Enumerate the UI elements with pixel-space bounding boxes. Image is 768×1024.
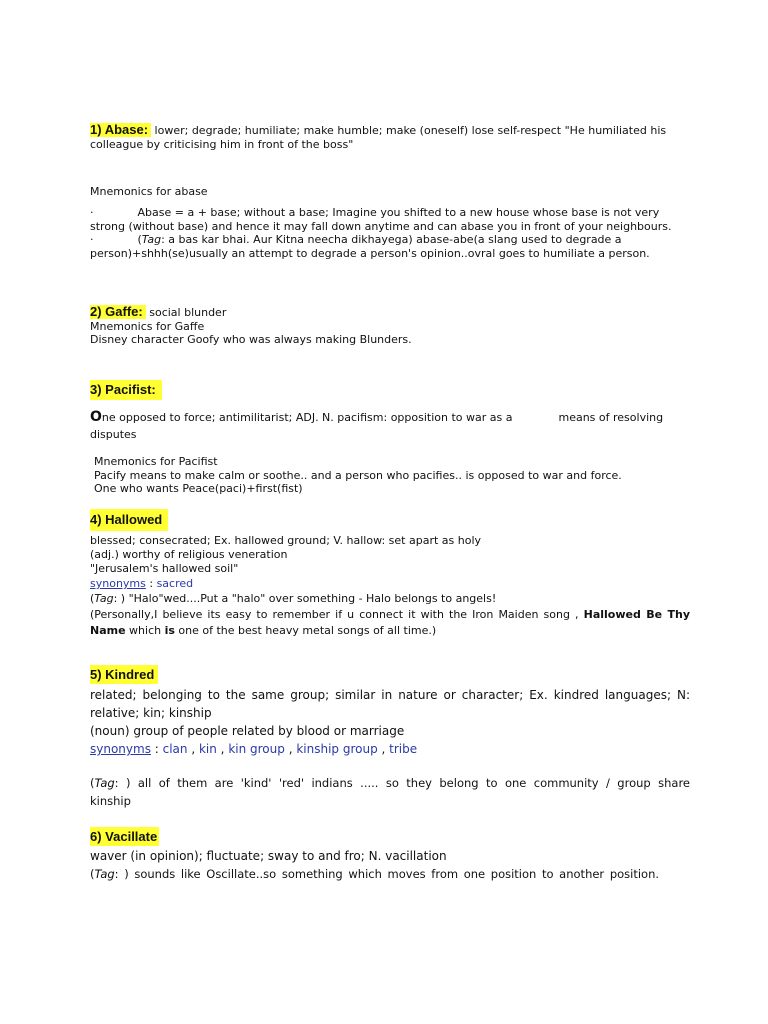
mnemonic-text: : ) sounds like Oscillate..so something which moves from one position to another position. <box>114 867 660 881</box>
song-title: Hallowed Be Thy Name <box>90 608 691 637</box>
definition-kindred <box>90 686 690 810</box>
entry-abase <box>90 123 690 151</box>
synonyms-link[interactable]: synonyms <box>90 577 146 590</box>
separator: , <box>187 742 199 756</box>
synonym-link-tribe[interactable]: tribe <box>389 742 418 756</box>
tag-label: Tag <box>94 776 115 790</box>
mnemonic-text: : ) "Halo"wed....Put a "halo" over something - Halo belongs to angels! <box>113 592 497 605</box>
mnemonics-title: Mnemonics for abase <box>90 185 208 198</box>
synonym-link-kin[interactable]: kin <box>198 742 217 756</box>
mnemonics-title: Mnemonics for Gaffe <box>90 319 205 333</box>
separator: : <box>150 742 163 756</box>
definition-pacifist <box>90 411 690 441</box>
heading-vacillate: 6) Vacillate <box>90 829 158 844</box>
drop-letter: O <box>90 409 102 425</box>
mnemonic-text: : a bas kar bhai. Aur Kitna neecha dikhayega) abase-abe(a slang used to degrade a person)+shhh(se)usually an attempt to degrade a person's opinion..ovral goes to humiliate a person. <box>90 233 650 260</box>
tag-label: Tag <box>94 592 114 605</box>
mnemonics-title: Mnemonics for Pacifist <box>94 455 218 468</box>
definition-vacillate <box>90 847 690 883</box>
paren: ( <box>90 776 95 790</box>
heading-gaffe: 2) Gaffe: <box>90 305 146 319</box>
mnemonic-text: Disney character Goofy who was always making Blunders. <box>90 333 412 347</box>
synonym-link-kinship-group[interactable]: kinship group <box>296 742 378 756</box>
definition-text: (noun) group of people related by blood or marriage <box>90 724 405 738</box>
note-text: which <box>125 624 165 637</box>
separator: : <box>145 577 157 590</box>
definition-text: waver (in opinion); fluctuate; sway to and fro; N. vacillation <box>90 849 447 863</box>
bullet: · <box>90 233 94 247</box>
heading-kindred: 5) Kindred <box>90 665 158 684</box>
mnemonics-pacifist <box>94 455 694 496</box>
definition-text: disputes <box>90 427 137 441</box>
synonym-link-sacred[interactable]: sacred <box>156 577 194 590</box>
definition-text: related; belonging to the same group; similar in nature or character; Ex. kindred languages; N: relative; kin; kinship <box>90 688 690 720</box>
tag-label: Tag <box>141 233 162 247</box>
mnemonics-heading-abase <box>90 185 690 199</box>
note-emphasis: is <box>164 624 175 637</box>
tag-label: Tag <box>94 867 115 881</box>
note-text: one of the best heavy metal songs of all time.) <box>174 624 437 637</box>
paren: ( <box>90 592 95 605</box>
mnemonic-text: : ) all of them are 'kind' 'red' indians ..... so they belong to one community / group share kinship <box>90 776 690 808</box>
definition-abase: lower; degrade; humiliate; make humble; make (oneself) lose self-respect "He humiliated his colleague by criticising him in front of the boss" <box>90 124 667 151</box>
mnemonic-text: One who wants Peace(paci)+first(fist) <box>94 482 303 496</box>
definition-text: (adj.) worthy of religious veneration <box>90 548 288 561</box>
separator: , <box>284 742 297 756</box>
definition-text: blessed; consecrated; Ex. hallowed ground; V. hallow: set apart as holy <box>90 534 482 547</box>
definition-text: means of resolving <box>558 411 664 424</box>
entry-gaffe <box>90 305 690 347</box>
definition-hallowed <box>90 534 690 639</box>
heading-abase: 1) Abase: <box>90 123 151 137</box>
definition-text: ne opposed to force; antimilitarist; ADJ. N. pacifism: opposition to war as a <box>101 411 513 424</box>
entry-kindred <box>90 664 690 684</box>
example-text: "Jerusalem's hallowed soil" <box>90 562 239 575</box>
note-text: (Personally,I believe its easy to remember if u connect it with the Iron Maiden song , <box>90 608 584 621</box>
entry-pacifist <box>90 379 690 400</box>
heading-hallowed: 4) Hallowed <box>90 509 168 531</box>
paren: ( <box>137 233 142 247</box>
synonym-link-clan[interactable]: clan <box>162 742 188 756</box>
separator: , <box>216 742 229 756</box>
entry-vacillate <box>90 826 690 846</box>
synonyms-link[interactable]: synonyms <box>90 742 151 756</box>
separator: , <box>377 742 390 756</box>
synonym-link-kin-group[interactable]: kin group <box>228 742 285 756</box>
bullet: · <box>90 206 94 219</box>
mnemonics-abase <box>90 206 690 260</box>
entry-hallowed <box>90 509 690 531</box>
mnemonic-text: Pacify means to make calm or soothe.. and a person who pacifies.. is opposed to war and force. <box>94 468 622 482</box>
definition-gaffe: social blunder <box>145 306 227 319</box>
heading-pacifist: 3) Pacifist: <box>90 380 162 400</box>
mnemonic-text: Abase = a + base; without a base; Imagine you shifted to a new house whose base is not very strong (without base) and hence it may fall down anytime and can abase you in front of your neighbours. <box>90 206 672 233</box>
paren: ( <box>90 867 95 881</box>
